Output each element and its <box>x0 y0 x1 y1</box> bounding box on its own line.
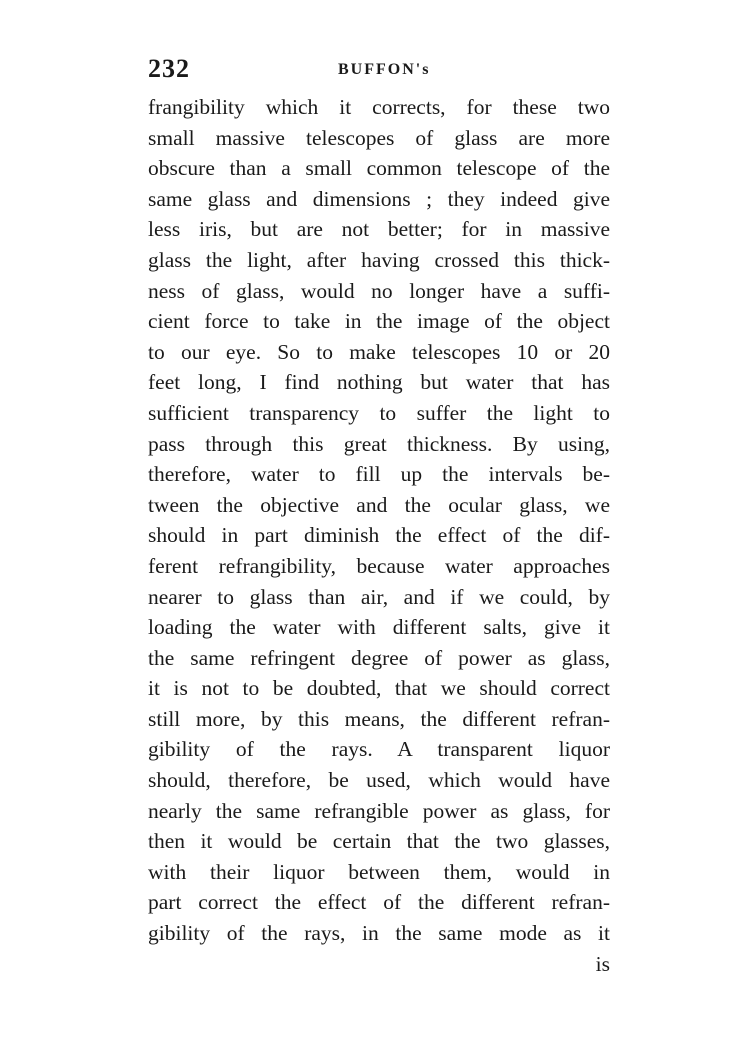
text-line: cient force to take in the image of the object <box>148 309 610 334</box>
text-line: with their liquor between them, would in <box>148 859 610 884</box>
text-line: sufficient transparency to suffer the light to <box>148 400 610 425</box>
text-line: gibility of the rays, in the same mode as it <box>148 921 610 946</box>
text-line: then it would be certain that the two glasses, <box>148 829 610 854</box>
text-line: should, therefore, be used, which would have <box>148 768 610 793</box>
text-line: same glass and dimensions ; they indeed give <box>148 186 610 211</box>
text-line: should in part diminish the effect of the dif- <box>148 523 610 548</box>
catchword: is <box>595 951 610 976</box>
text-line: tween the objective and the ocular glass, we <box>148 492 610 517</box>
page-header <box>148 52 608 86</box>
text-line: nearly the same refrangible power as glass, for <box>148 798 610 823</box>
text-line: gibility of the rays. A transparent liquor <box>148 737 610 762</box>
text-line: glass the light, after having crossed this thick- <box>148 247 610 272</box>
text-line: the same refringent degree of power as glass, <box>148 645 610 670</box>
page-number: 232 <box>148 54 190 83</box>
text-line: loading the water with different salts, give it <box>148 615 610 640</box>
text-line: small massive telescopes of glass are more <box>148 125 610 150</box>
text-line: therefore, water to fill up the intervals be- <box>148 462 610 487</box>
text-line: part correct the effect of the different refran- <box>148 890 610 915</box>
text-line: to our eye. So to make telescopes 10 or 20 <box>148 339 610 364</box>
text-line: it is not to be doubted, that we should correct <box>148 676 610 701</box>
text-line: pass through this great thickness. By using, <box>148 431 610 456</box>
body-text <box>148 92 610 979</box>
text-line: obscure than a small common telescope of the <box>148 156 610 181</box>
text-line: ferent refrangibility, because water approaches <box>148 553 610 578</box>
text-line: less iris, but are not better; for in massive <box>148 217 610 242</box>
text-line: feet long, I find nothing but water that has <box>148 370 610 395</box>
text-line: still more, by this means, the different refran- <box>148 706 610 731</box>
text-line: nearer to glass than air, and if we could, by <box>148 584 610 609</box>
text-line: frangibility which it corrects, for these two <box>148 95 610 119</box>
text-line: ness of glass, would no longer have a suffi- <box>148 278 610 303</box>
running-head: BUFFON's <box>338 61 431 78</box>
